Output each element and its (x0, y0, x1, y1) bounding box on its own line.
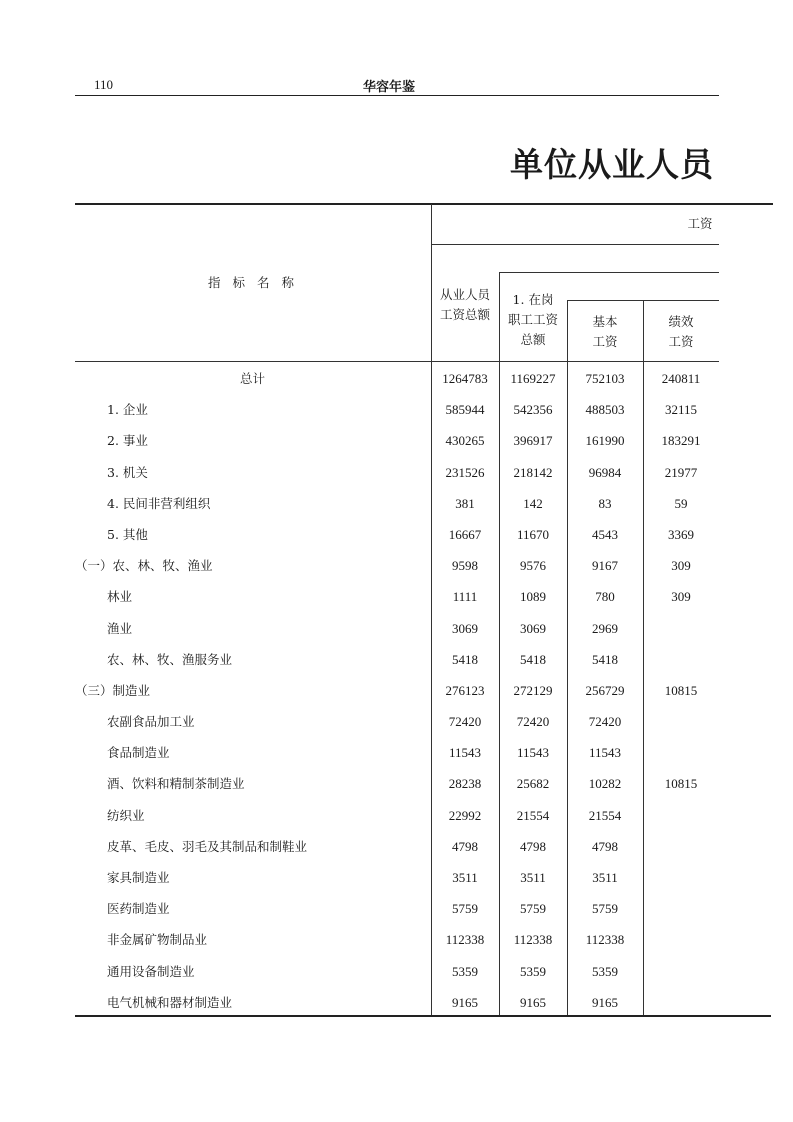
cell-onpost-wage: 25682 (516, 776, 550, 792)
cell-total-wage: 9598 (452, 558, 478, 574)
row-indicator-name: 家具制造业 (107, 870, 170, 885)
cell-total-wage: 276123 (445, 682, 485, 698)
cell-onpost-wage: 3069 (520, 620, 546, 636)
cell-basic-wage: 161990 (585, 433, 625, 449)
header-total-wage (431, 285, 499, 325)
table-row (75, 706, 719, 737)
cell-onpost-wage: 1169227 (510, 371, 556, 386)
header-onpost-wage-line: 总额 (520, 332, 546, 347)
running-title: 华容年鉴 (363, 80, 416, 95)
row-indicator-name: （一）农、林、牧、渔业 (75, 558, 213, 574)
cell-basic-wage: 9167 (592, 558, 618, 574)
cell-merit-wage: 21977 (664, 464, 698, 480)
table-row (75, 675, 719, 706)
cell-basic-wage: 11543 (588, 745, 622, 761)
cell-total-wage: 5759 (452, 901, 478, 917)
header-onpost-wage-line: 职工工资 (507, 312, 558, 327)
table-row (75, 862, 719, 893)
cell-merit-wage: 32115 (664, 402, 698, 418)
cell-onpost-wage: 9165 (520, 994, 546, 1010)
cell-merit-wage: 309 (671, 589, 691, 605)
cell-total-wage: 3069 (452, 620, 478, 636)
row-indicator-name: 通用设备制造业 (107, 963, 195, 979)
cell-basic-wage: 83 (598, 495, 612, 511)
table-row (75, 768, 719, 799)
table-body (75, 363, 719, 1018)
cell-onpost-wage: 218142 (513, 464, 553, 480)
table-row (75, 737, 719, 768)
cell-total-wage: 1264783 (442, 371, 488, 386)
header-rule (431, 244, 719, 245)
row-indicator-name: 农副食品加工业 (107, 714, 195, 730)
cell-total-wage: 5418 (452, 651, 478, 667)
header-rule (567, 300, 719, 301)
cell-total-wage: 16667 (448, 526, 482, 542)
cell-basic-wage: 4798 (592, 838, 618, 854)
cell-onpost-wage: 542356 (513, 402, 553, 418)
table-row (75, 800, 719, 831)
cell-total-wage: 585944 (445, 402, 485, 418)
row-indicator-name: 纺织业 (107, 807, 145, 823)
cell-basic-wage: 72420 (588, 714, 622, 730)
cell-total-wage: 72420 (448, 714, 482, 730)
table-row (75, 956, 719, 987)
page-number: 110 (94, 77, 114, 92)
cell-merit-wage: 59 (674, 495, 688, 511)
header-basic-wage (567, 312, 643, 352)
table-row (75, 394, 719, 425)
cell-basic-wage: 10282 (588, 776, 622, 792)
table-row (75, 831, 719, 862)
header-bottom-rule (75, 361, 719, 362)
cell-onpost-wage: 72420 (516, 714, 550, 730)
cell-basic-wage: 4543 (592, 526, 618, 542)
table-row (75, 987, 719, 1018)
cell-basic-wage: 21554 (588, 807, 622, 823)
cell-basic-wage: 5359 (592, 963, 618, 979)
cell-onpost-wage: 21554 (516, 807, 550, 823)
cell-merit-wage: 309 (671, 558, 691, 574)
cell-total-wage: 430265 (445, 433, 485, 449)
row-indicator-name: 林业 (107, 589, 133, 605)
table-row (75, 644, 719, 675)
cell-onpost-wage: 1089 (520, 589, 546, 605)
row-indicator-name: 医药制造业 (107, 901, 170, 917)
table-row (75, 425, 719, 456)
cell-total-wage: 112338 (445, 932, 485, 948)
table-row (75, 893, 719, 924)
row-indicator-name: （三）制造业 (75, 682, 151, 698)
cell-basic-wage: 5418 (592, 651, 618, 667)
cell-onpost-wage: 3511 (520, 870, 546, 885)
row-indicator-name: 电气机械和器材制造业 (107, 994, 233, 1010)
cell-total-wage: 9165 (452, 994, 478, 1010)
row-indicator-name: 非金属矿物制品业 (107, 932, 208, 948)
cell-onpost-wage: 396917 (513, 433, 553, 449)
header-basic-wage-line: 工资 (592, 334, 618, 349)
cell-onpost-wage: 5418 (520, 651, 546, 667)
header-total-wage-line: 工资总额 (439, 307, 490, 322)
table-row (75, 581, 719, 612)
cell-basic-wage: 9165 (592, 994, 618, 1010)
cell-merit-wage: 10815 (664, 776, 698, 792)
table-row (75, 457, 719, 488)
header-rule (499, 272, 719, 273)
header-wage-group: 工资 (687, 216, 713, 231)
header-total-wage-line: 从业人员 (439, 287, 490, 302)
cell-total-wage: 3511 (452, 870, 478, 885)
cell-onpost-wage: 4798 (520, 838, 546, 854)
row-indicator-name: 酒、饮料和精制茶制造业 (107, 776, 245, 792)
header-onpost-wage-line: 1. 在岗 (512, 292, 554, 307)
header-onpost-wage (499, 290, 567, 350)
cell-onpost-wage: 11670 (516, 526, 550, 542)
table-row (75, 924, 719, 955)
cell-basic-wage: 112338 (585, 932, 625, 948)
table-row (75, 363, 719, 394)
cell-onpost-wage: 272129 (513, 682, 553, 698)
table-row (75, 519, 719, 550)
section-title: 单位从业人员 (510, 145, 714, 184)
cell-merit-wage: 3369 (668, 526, 694, 542)
header-rule (75, 95, 719, 96)
cell-basic-wage: 2969 (592, 620, 618, 636)
row-indicator-name: 渔业 (107, 620, 133, 636)
cell-total-wage: 4798 (452, 838, 478, 854)
cell-basic-wage: 5759 (592, 901, 618, 917)
cell-total-wage: 381 (455, 495, 475, 511)
cell-total-wage: 1111 (452, 589, 478, 605)
header-merit-wage-line: 工资 (668, 334, 694, 349)
table-row (75, 488, 719, 519)
row-indicator-name: 4. 民间非营利组织 (107, 495, 211, 511)
row-indicator-name: 农、林、牧、渔服务业 (107, 651, 233, 667)
cell-merit-wage: 183291 (661, 433, 701, 449)
row-indicator-name: 1. 企业 (107, 402, 148, 418)
table-row (75, 550, 719, 581)
row-indicator-name: 3. 机关 (107, 464, 148, 480)
row-indicator-name: 皮革、毛皮、羽毛及其制品和制鞋业 (107, 838, 308, 854)
row-indicator-name: 5. 其他 (107, 526, 148, 542)
cell-total-wage: 11543 (448, 745, 482, 761)
cell-total-wage: 231526 (445, 464, 485, 480)
header-merit-wage-line: 绩效 (668, 314, 694, 329)
cell-onpost-wage: 11543 (516, 745, 550, 761)
cell-basic-wage: 256729 (585, 682, 625, 698)
cell-onpost-wage: 9576 (520, 558, 546, 574)
row-indicator-name: 2. 事业 (107, 433, 148, 449)
cell-onpost-wage: 5359 (520, 963, 546, 979)
cell-basic-wage: 3511 (592, 870, 618, 885)
cell-basic-wage: 96984 (588, 464, 622, 480)
cell-merit-wage: 240811 (661, 371, 701, 386)
row-indicator-name: 总计 (239, 371, 265, 386)
table-bottom-rule (75, 1015, 771, 1017)
cell-onpost-wage: 112338 (513, 932, 553, 948)
cell-total-wage: 22992 (448, 807, 482, 823)
cell-basic-wage: 752103 (585, 371, 625, 386)
header-indicator: 指 标 名 称 (208, 275, 298, 290)
table-top-rule (75, 203, 773, 205)
header-merit-wage (643, 312, 719, 352)
cell-total-wage: 5359 (452, 963, 478, 979)
header-basic-wage-line: 基本 (592, 314, 618, 329)
table-row (75, 613, 719, 644)
cell-merit-wage: 10815 (664, 682, 698, 698)
cell-onpost-wage: 5759 (520, 901, 546, 917)
cell-basic-wage: 488503 (585, 402, 625, 418)
row-indicator-name: 食品制造业 (107, 745, 170, 761)
cell-total-wage: 28238 (448, 776, 482, 792)
cell-onpost-wage: 142 (523, 495, 543, 511)
cell-basic-wage: 780 (595, 589, 615, 605)
